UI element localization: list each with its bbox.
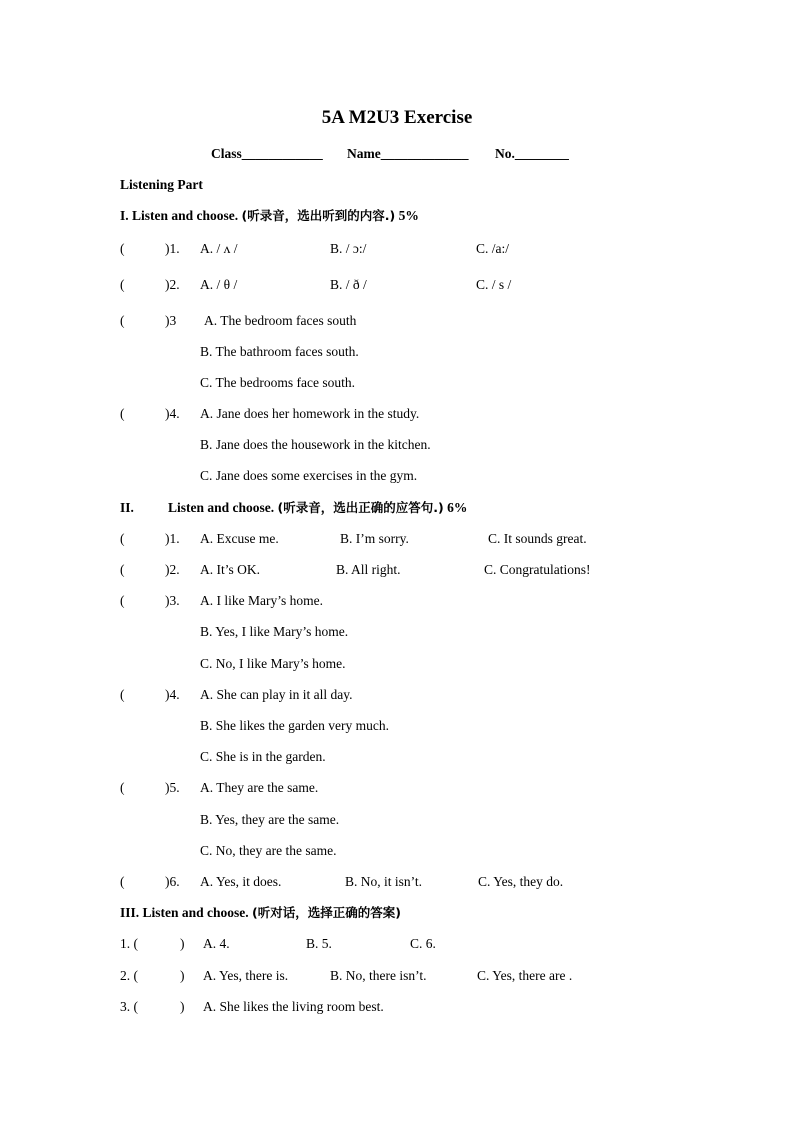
option-c: C. 6. <box>410 936 436 951</box>
option-c: C. It sounds great. <box>488 531 587 546</box>
question-number: )4. <box>165 687 180 702</box>
answer-bracket-close: ) <box>180 968 185 983</box>
listening-part-heading: Listening Part <box>120 177 203 192</box>
option-a: A. The bedroom faces south <box>204 313 357 328</box>
option-c: C. Jane does some exercises in the gym. <box>200 468 418 483</box>
section-1-heading-text: I. Listen and choose. <box>120 208 242 223</box>
option-c: C. Yes, they do. <box>478 874 564 889</box>
option-a: A. / θ / <box>200 277 238 292</box>
section-1-heading-cn: (听录音，选出听到的内容.) <box>241 208 396 223</box>
answer-bracket[interactable]: ( <box>120 406 125 421</box>
option-a: A. It’s OK. <box>200 562 260 577</box>
option-a: A. They are the same. <box>200 780 319 795</box>
option-c: C. She is in the garden. <box>200 749 326 764</box>
option-b: B. All right. <box>336 562 401 577</box>
class-field: Class____________ <box>211 146 323 161</box>
section-3-heading-cn: (听对话，选择正确的答案) <box>252 905 401 920</box>
option-b: B. No, there isn’t. <box>330 968 427 983</box>
answer-bracket[interactable]: ( <box>120 277 125 292</box>
option-a: A. She can play in it all day. <box>200 687 353 702</box>
answer-bracket[interactable]: ( <box>120 241 125 256</box>
option-a: A. Excuse me. <box>200 531 279 546</box>
option-b: B. 5. <box>306 936 332 951</box>
option-b: B. I’m sorry. <box>340 531 409 546</box>
answer-bracket[interactable]: ( <box>120 593 125 608</box>
section-1-heading-score: 5% <box>395 208 419 223</box>
option-c: C. No, I like Mary’s home. <box>200 656 346 671</box>
option-b: B. No, it isn’t. <box>345 874 423 889</box>
section-2-number: II. <box>120 500 134 515</box>
option-b: B. Jane does the housework in the kitchen. <box>200 437 431 452</box>
option-a: A. Yes, it does. <box>200 874 282 889</box>
answer-bracket[interactable]: ( <box>120 562 125 577</box>
name-field: Name_____________ <box>347 146 469 161</box>
option-b: B. / ð / <box>330 277 367 292</box>
question-number: )1. <box>165 241 180 256</box>
question-number: )3. <box>165 593 180 608</box>
section-2-heading-score: 6% <box>443 500 468 515</box>
option-b: B. The bathroom faces south. <box>200 344 359 359</box>
option-b: B. Yes, they are the same. <box>200 812 340 827</box>
answer-bracket[interactable]: ( <box>120 531 125 546</box>
section-2-heading <box>168 500 467 516</box>
option-c: C. /a:/ <box>476 241 509 256</box>
question-number: )1. <box>165 531 180 546</box>
option-a: A. Yes, there is. <box>203 968 289 983</box>
question-number: )6. <box>165 874 180 889</box>
question-number: )2. <box>165 277 180 292</box>
section-2-heading-cn: (听录音，选出正确的应答句.) <box>277 500 444 515</box>
option-b: B. / ɔ:/ <box>330 241 367 256</box>
option-a: A. 4. <box>203 936 230 951</box>
option-a: A. Jane does her homework in the study. <box>200 406 420 421</box>
section-2-heading-text: Listen and choose. <box>168 500 278 515</box>
question-number[interactable]: 2. ( <box>120 968 138 983</box>
option-a: A. I like Mary’s home. <box>200 593 323 608</box>
section-3-heading-text: III. Listen and choose. <box>120 905 253 920</box>
question-number: )5. <box>165 780 180 795</box>
answer-bracket[interactable]: ( <box>120 313 125 328</box>
answer-bracket[interactable]: ( <box>120 874 125 889</box>
question-number[interactable]: 3. ( <box>120 999 138 1014</box>
answer-bracket-close: ) <box>180 999 185 1014</box>
option-c: C. The bedrooms face south. <box>200 375 355 390</box>
option-b: B. She likes the garden very much. <box>200 718 389 733</box>
option-c: C. / s / <box>476 277 512 292</box>
option-c: C. Congratulations! <box>484 562 591 577</box>
answer-bracket-close: ) <box>180 936 185 951</box>
section-3-heading <box>120 905 401 921</box>
question-number: )3 <box>165 313 177 328</box>
question-number[interactable]: 1. ( <box>120 936 138 951</box>
option-c: C. Yes, there are . <box>477 968 573 983</box>
number-field: No.________ <box>495 146 569 161</box>
page-title: 5A M2U3 Exercise <box>321 107 473 128</box>
option-c: C. No, they are the same. <box>200 843 337 858</box>
question-number: )4. <box>165 406 180 421</box>
answer-bracket[interactable]: ( <box>120 687 125 702</box>
option-a: A. She likes the living room best. <box>203 999 384 1014</box>
option-a: A. / ʌ / <box>200 241 238 256</box>
answer-bracket[interactable]: ( <box>120 780 125 795</box>
section-1-heading <box>120 208 419 224</box>
question-number: )2. <box>165 562 180 577</box>
option-b: B. Yes, I like Mary’s home. <box>200 624 349 639</box>
